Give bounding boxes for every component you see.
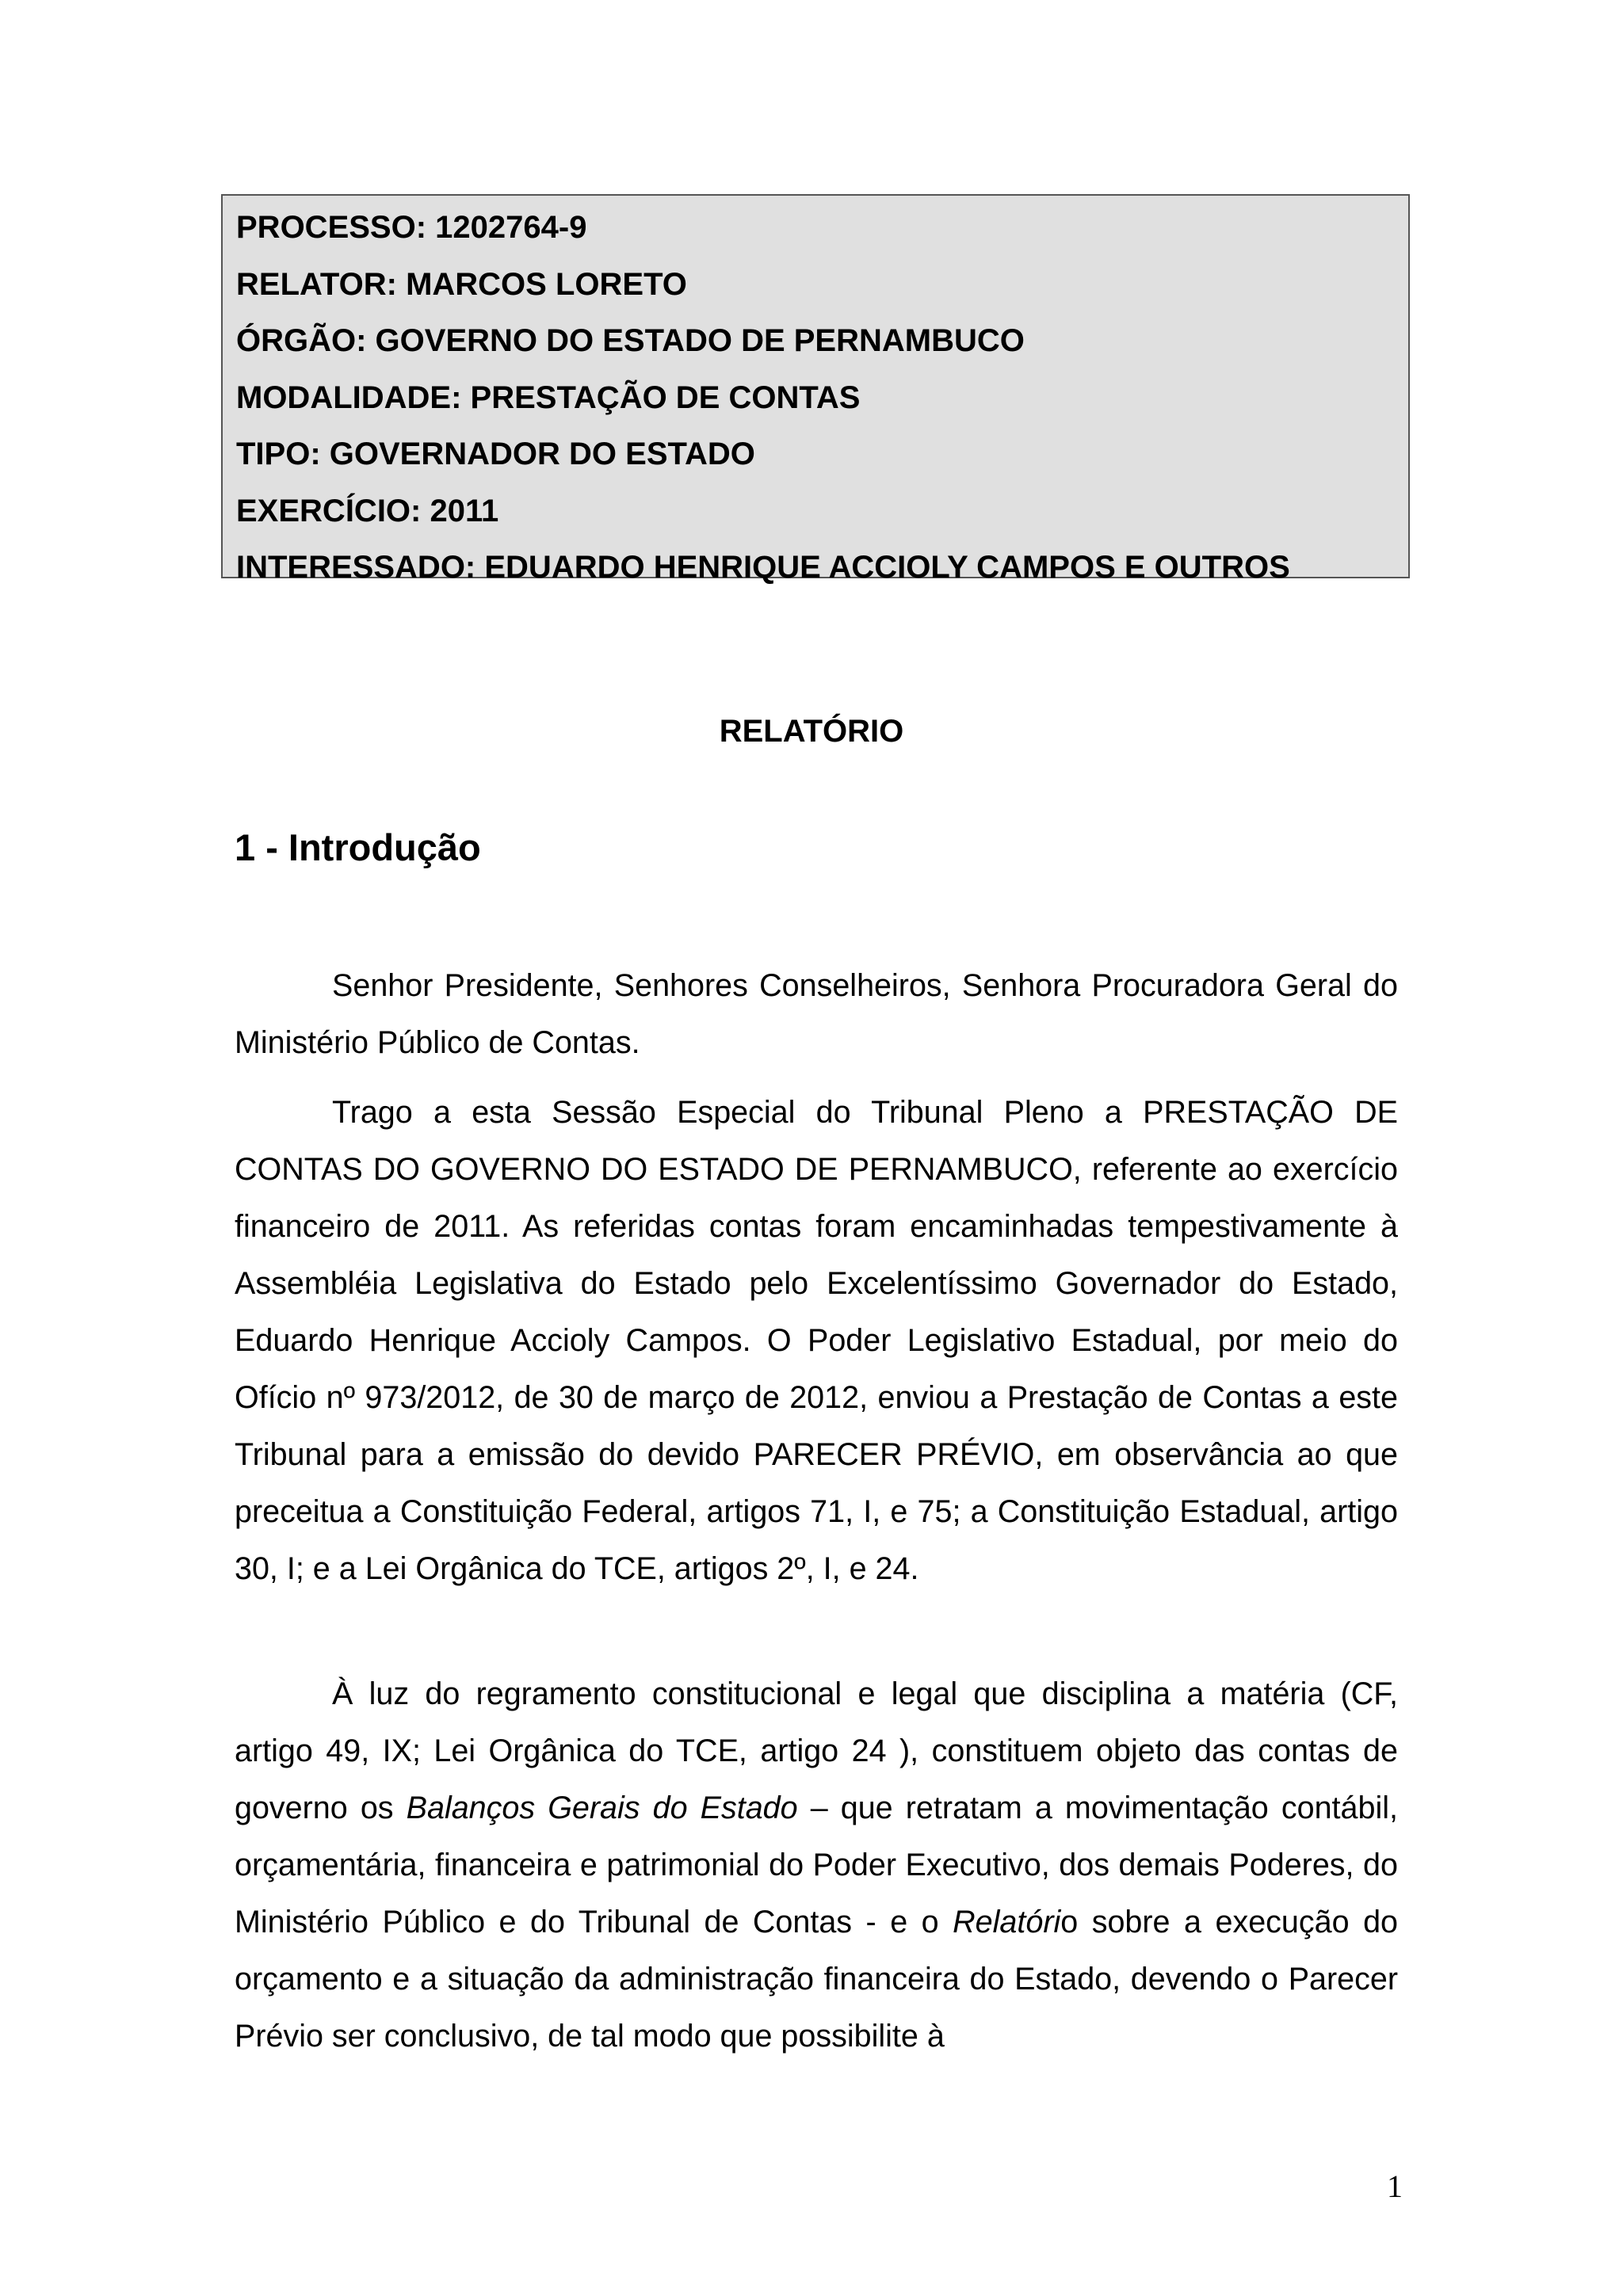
- process-header-lines: [236, 200, 1290, 597]
- paragraph-legal-basis-part3: o sobre a execução do orçamento e a situação da administração financeira do Estado, devendo o Parecer Prévio ser conclusivo, de tal modo que possibilite à: [235, 1905, 1399, 2054]
- paragraph-greeting: Senhor Presidente, Senhores Conselheiros, Senhora Procuradora Geral do Ministério Público de Contas.: [235, 968, 1398, 1060]
- report-title: RELATÓRIO: [719, 714, 904, 749]
- header-exercicio: EXERCÍCIO: 2011: [236, 493, 499, 528]
- paragraph-legal-basis: [235, 1665, 1398, 2065]
- process-header-box: [221, 194, 1410, 585]
- header-interessado: INTERESSADO: EDUARDO HENRIQUE ACCIOLY CAMPOS E OUTROS: [236, 550, 1290, 585]
- paragraph-legal-basis-italic-relatorio: Relatóri: [953, 1905, 1061, 1939]
- page-number: 1: [1387, 2168, 1403, 2204]
- header-processo: PROCESSO: 1202764-9: [236, 210, 587, 245]
- paragraph-legal-basis-part2: – que retratam a movimentação contábil, orçamentária, financeira e patrimonial do Poder Executivo, dos demais Poderes, do Ministério Público e do Tribunal de Contas - e o: [235, 1791, 1398, 1939]
- paragraph-legal-basis-italic-balancos: Balanços Gerais do Estado: [406, 1791, 798, 1825]
- paragraph-legal-basis-part1: À luz do regramento constitucional e legal que disciplina a matéria (CF, artigo 49, IX; Lei Orgânica do TCE, artigo 24 ), constituem objeto das contas de governo os: [235, 1676, 1398, 1825]
- paragraph-submission: Trago a esta Sessão Especial do Tribunal Pleno a PRESTAÇÃO DE CONTAS DO GOVERNO DO ESTADO DE PERNAMBUCO, referente ao exercício financeiro de 2011. As referidas contas foram encaminhadas tempestivamente à Assembléia Legislativa do Estado pelo Excelentíssimo Governador do Estado, Eduardo Henrique Accioly Campos. O Poder Legislativo Estadual, por meio do Ofício nº 973/2012, de 30 de março de 2012, enviou a Prestação de Contas a este Tribunal para a emissão do devido PARECER PRÉVIO, em observância ao que preceitua a Constituição Federal, artigos 71, I, e 75; a Constituição Estadual, artigo 30, I; e a Lei Orgânica do TCE, artigos 2º, I, e 24.: [235, 1095, 1398, 1586]
- header-orgao: ÓRGÃO: GOVERNO DO ESTADO DE PERNAMBUCO: [236, 323, 1025, 358]
- header-relator: RELATOR: MARCOS LORETO: [236, 266, 687, 302]
- section-title: 1 - Introdução: [235, 826, 481, 868]
- header-tipo: TIPO: GOVERNADOR DO ESTADO: [236, 437, 755, 471]
- header-modalidade: MODALIDADE: PRESTAÇÃO DE CONTAS: [236, 379, 861, 415]
